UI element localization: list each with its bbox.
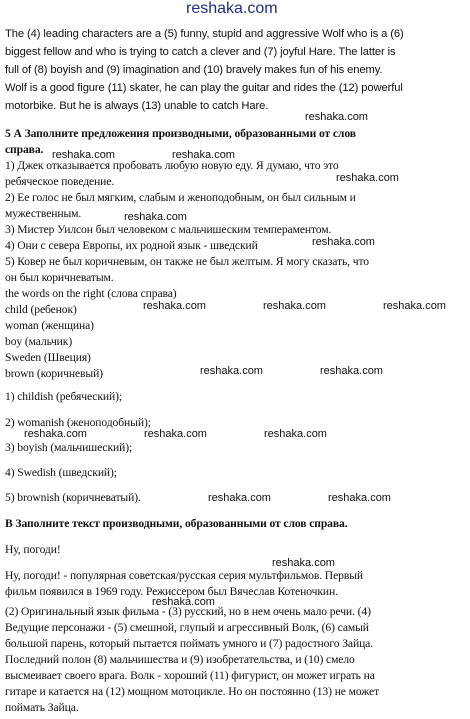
- sectionB-heading: В Заполните текст производными, образованными от слов справа.: [5, 517, 348, 530]
- sentence-1-line-1: 1) Джек отказывается пробовать любую новую еду. Я думаю, что это: [5, 159, 339, 172]
- sectionB-title: Ну, погоди!: [5, 543, 61, 556]
- sentence-5-line-1: 5) Ковер не был коричневым, он также не был желтым. Я могу сказать, что: [5, 255, 369, 268]
- sectionB-line-7: высмеивает своего врага. Волк - хороший (11) фигурист, он может играть на: [5, 669, 375, 682]
- watermark: reshaka.com: [124, 211, 187, 223]
- answer-5: 5) brownish (коричневатый).: [5, 491, 141, 504]
- answer-1: 1) childish (ребяческий);: [5, 390, 122, 403]
- words-header: the words on the right (слова справа): [5, 287, 177, 300]
- english-line-4: Wolf is a good figure (11) skater, he can play the guitar and rides the (12) powerful: [5, 82, 403, 94]
- sentence-2-line-1: 2) Ее голос не был мягким, слабым и женоподобным, он был сильным и: [5, 191, 356, 204]
- sentence-2-line-2: мужественным.: [5, 207, 82, 220]
- watermark: reshaka.com: [152, 596, 215, 608]
- watermark: reshaka.com: [172, 149, 235, 161]
- sectionB-line-8: гитаре и катается на (12) мощном мотоцикле. Но он постоянно (13) не может: [5, 685, 380, 698]
- section5-heading-line-1: 5 А Заполните предложения производными, образованными от слов: [5, 127, 356, 140]
- answer-2: 2) womanish (женоподобный);: [5, 416, 151, 429]
- word-sweden: Sweden (Швеция): [5, 351, 91, 364]
- word-boy: boy (мальчик): [5, 335, 73, 348]
- sectionB-line-6: Последний полон (8) мальчишества и (9) изобретательства, и (10) смело: [5, 653, 355, 666]
- sectionB-line-2: фильм появился в 1969 году. Режиссером был Вячеслав Котеночкин.: [5, 585, 338, 598]
- sectionB-line-3: (2) Оригинальный язык фильма - (3) русский, но в нем очень мало речи. (4): [5, 605, 371, 618]
- sectionB-line-4: Ведущие персонажи - (5) смешной, глупый и агрессивный Волк, (6) самый: [5, 621, 369, 634]
- answer-4: 4) Swedish (шведский);: [5, 466, 117, 479]
- watermark: reshaka.com: [24, 428, 87, 440]
- sectionB-line-9: поймать Зайца.: [5, 701, 79, 714]
- word-brown: brown (коричневый): [5, 367, 103, 380]
- watermark: reshaka.com: [336, 172, 399, 184]
- watermark: reshaka.com: [143, 300, 206, 312]
- sentence-5-line-2: он был коричневатым.: [5, 271, 114, 284]
- english-line-1: The (4) leading characters are a (5) funny, stupid and aggressive Wolf who is a (6): [5, 28, 404, 40]
- word-woman: woman (женщина): [5, 319, 94, 332]
- watermark: reshaka.com: [208, 492, 271, 504]
- sentence-4: 4) Они с севера Европы, их родной язык - шведский: [5, 239, 258, 252]
- watermark: reshaka.com: [383, 300, 446, 312]
- word-child: child (ребенок): [5, 303, 77, 316]
- english-line-2: biggest fellow and who is trying to catch a clever and (7) joyful Hare. The latter is: [5, 46, 396, 58]
- watermark: reshaka.com: [200, 365, 263, 377]
- section5-heading-line-2: справа.: [5, 143, 44, 156]
- answer-3: 3) boyish (мальчишеский);: [5, 441, 133, 454]
- english-line-5: motorbike. But he is always (13) unable to catch Hare.: [5, 100, 269, 112]
- watermark: reshaka.com: [264, 428, 327, 440]
- watermark: reshaka.com: [263, 300, 326, 312]
- watermark: reshaka.com: [320, 365, 383, 377]
- watermark: reshaka.com: [305, 111, 368, 123]
- watermark: reshaka.com: [144, 428, 207, 440]
- watermark: reshaka.com: [52, 149, 115, 161]
- watermark: reshaka.com: [312, 236, 375, 248]
- sentence-3: 3) Мистер Уилсон был человеком с мальчишеским темпераментом.: [5, 223, 332, 236]
- watermark-header: reshaka.com: [186, 0, 278, 17]
- english-line-3: full of (8) boyish and (9) imagination and (10) bravely makes fun of his enemy.: [5, 64, 383, 76]
- sectionB-line-1: Ну, погоди! - популярная советская/русская серия мультфильмов. Первый: [5, 569, 363, 582]
- watermark: reshaka.com: [328, 492, 391, 504]
- sectionB-line-5: большой парень, который пытается поймать умного и (7) радостного Зайца.: [5, 637, 374, 650]
- sentence-1-line-2: ребяческое поведение.: [5, 175, 115, 188]
- watermark: reshaka.com: [272, 557, 335, 569]
